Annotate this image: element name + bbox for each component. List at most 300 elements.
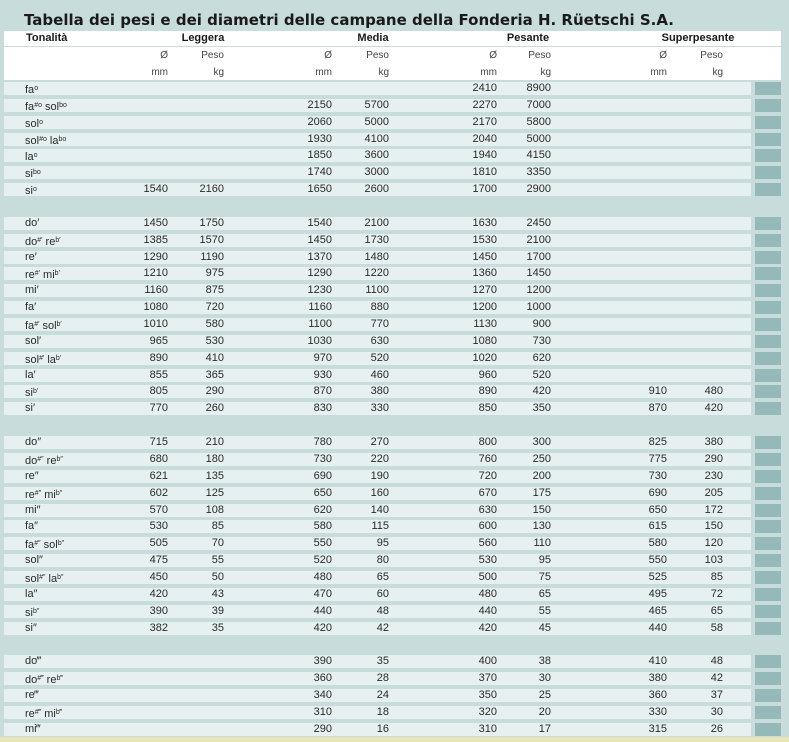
diameter-value: 620	[313, 504, 332, 516]
row-side-marker	[755, 251, 781, 264]
weight-value: 55	[538, 605, 551, 617]
row-side-marker	[755, 537, 781, 550]
diameter-value: 805	[149, 385, 168, 397]
note-accidental: bo	[58, 136, 67, 143]
weight-value: 1730	[364, 234, 389, 246]
note-text: do′	[25, 217, 40, 229]
row-side-marker	[755, 183, 781, 196]
note-accidental: b‴	[56, 675, 63, 682]
diameter-value: 310	[313, 706, 332, 718]
row-side-marker	[755, 622, 781, 635]
diameter-value: 1360	[472, 267, 497, 279]
diameter-value: 1940	[472, 149, 497, 161]
weight-value: 65	[538, 588, 551, 600]
diameter-symbol: Ø	[160, 50, 168, 61]
note-name	[25, 654, 145, 669]
weight-value: 108	[205, 504, 224, 516]
note-accidental: b″	[32, 608, 40, 615]
note-text: si″	[25, 622, 37, 634]
note-accidental: b′	[56, 321, 62, 328]
row-side-marker	[755, 99, 781, 112]
note-text: sol	[25, 118, 40, 130]
diameter-value: 1020	[472, 352, 497, 364]
category-header-superpesante: Superpesante	[661, 32, 735, 44]
weight-value: 72	[710, 588, 723, 600]
diameter-symbol: Ø	[659, 50, 667, 61]
weight-value: 220	[370, 453, 389, 465]
diameter-value: 465	[648, 605, 667, 617]
weight-value: 975	[205, 267, 224, 279]
note-accidental: #′	[34, 270, 40, 277]
note-text: do	[25, 455, 38, 467]
diameter-value: 530	[149, 520, 168, 532]
row-side-marker	[755, 554, 781, 567]
weight-label: Peso	[528, 50, 551, 61]
diameter-value: 420	[478, 622, 497, 634]
note-name	[25, 300, 145, 315]
weight-value: 2450	[526, 217, 551, 229]
note-name	[25, 165, 145, 182]
diameter-value: 320	[478, 706, 497, 718]
diameter-value: 825	[648, 436, 667, 448]
row-side-marker	[755, 234, 781, 247]
weight-value: 8900	[526, 82, 551, 94]
row-side-marker	[755, 369, 781, 382]
note-accidental: b″	[57, 574, 64, 581]
row-side-marker	[755, 82, 781, 95]
note-accidental: o	[34, 85, 39, 92]
diameter-value: 350	[478, 689, 497, 701]
diameter-value: 1080	[143, 301, 168, 313]
diameter-value: 930	[313, 369, 332, 381]
diameter-value: 480	[478, 588, 497, 600]
note-accidental: b′	[54, 270, 60, 277]
weight-unit: kg	[378, 67, 389, 78]
diameter-value: 970	[313, 352, 332, 364]
note-accidental: o	[33, 152, 38, 159]
note-text: re	[43, 455, 57, 467]
note-name	[25, 115, 145, 132]
weight-value: 730	[532, 335, 551, 347]
row-side-marker	[755, 133, 781, 146]
diameter-value: 410	[648, 655, 667, 667]
diameter-value: 1700	[472, 183, 497, 195]
diameter-unit: mm	[315, 67, 332, 78]
weight-value: 25	[538, 689, 551, 701]
note-text: sol	[39, 320, 57, 332]
category-header-pesante: Pesante	[506, 32, 550, 44]
diameter-value: 1450	[143, 217, 168, 229]
row-side-marker	[755, 588, 781, 601]
weight-value: 380	[704, 436, 723, 448]
note-name	[25, 621, 145, 636]
weight-value: 58	[710, 622, 723, 634]
weight-value: 42	[710, 672, 723, 684]
weight-value: 35	[211, 622, 224, 634]
diameter-value: 1230	[307, 284, 332, 296]
note-name	[25, 81, 145, 98]
diameter-value: 390	[313, 655, 332, 667]
weight-value: 770	[370, 318, 389, 330]
diameter-value: 360	[313, 672, 332, 684]
weight-value: 410	[205, 352, 224, 364]
note-text: la	[46, 135, 59, 147]
row-side-marker	[755, 402, 781, 415]
weight-value: 24	[376, 689, 389, 701]
row-side-marker	[755, 689, 781, 702]
row-side-marker	[755, 335, 781, 348]
diameter-value: 1100	[308, 318, 332, 330]
diameter-value: 1200	[472, 301, 497, 313]
note-name	[25, 722, 145, 737]
diameter-value: 1270	[472, 284, 497, 296]
diameter-value: 602	[149, 487, 168, 499]
note-name	[25, 604, 145, 621]
diameter-value: 775	[648, 453, 667, 465]
weight-value: 420	[704, 402, 723, 414]
diameter-value: 550	[313, 537, 332, 549]
diameter-value: 1650	[307, 183, 332, 195]
diameter-value: 870	[313, 385, 332, 397]
weight-value: 95	[376, 537, 389, 549]
weight-value: 365	[205, 369, 224, 381]
note-text: mi‴	[25, 723, 41, 735]
weight-value: 20	[538, 706, 551, 718]
diameter-value: 340	[313, 689, 332, 701]
weight-value: 2600	[364, 183, 389, 195]
weight-value: 5000	[364, 116, 389, 128]
weight-value: 75	[538, 571, 551, 583]
row-side-marker	[755, 166, 781, 179]
diameter-value: 730	[313, 453, 332, 465]
diameter-value: 615	[648, 520, 667, 532]
weight-value: 103	[704, 554, 723, 566]
diameter-value: 690	[648, 487, 667, 499]
weight-value: 55	[211, 554, 224, 566]
diameter-value: 600	[478, 520, 497, 532]
diameter-value: 560	[478, 537, 497, 549]
note-name	[25, 519, 145, 534]
diameter-value: 910	[648, 385, 667, 397]
diameter-value: 1850	[307, 149, 332, 161]
note-text: fa	[25, 101, 35, 113]
note-text: re	[43, 674, 57, 686]
diameter-value: 1540	[307, 217, 332, 229]
weight-value: 1220	[364, 267, 389, 279]
note-text: fa	[25, 84, 35, 96]
diameter-value: 960	[478, 369, 497, 381]
note-accidental: bo	[32, 169, 41, 176]
diameter-value: 440	[648, 622, 667, 634]
weight-value: 39	[211, 605, 224, 617]
note-text: sol	[40, 539, 58, 551]
weight-value: 230	[704, 470, 723, 482]
diameter-value: 621	[149, 470, 168, 482]
weight-value: 50	[211, 571, 224, 583]
weight-value: 460	[370, 369, 389, 381]
row-side-marker	[755, 453, 781, 466]
diameter-value: 1530	[472, 234, 497, 246]
note-name	[25, 503, 145, 518]
diameter-value: 630	[478, 504, 497, 516]
diameter-value: 520	[313, 554, 332, 566]
weight-value: 205	[704, 487, 723, 499]
weight-value: 1100	[365, 284, 389, 296]
diameter-value: 1385	[143, 234, 168, 246]
diameter-unit: mm	[151, 67, 168, 78]
weight-value: 60	[376, 588, 389, 600]
note-text: sol	[25, 354, 40, 366]
note-accidental: #′	[34, 321, 40, 328]
row-side-marker	[755, 723, 781, 736]
row-side-marker	[755, 217, 781, 230]
weight-value: 110	[533, 537, 551, 549]
diameter-value: 1540	[143, 183, 168, 195]
weight-value: 18	[376, 706, 389, 718]
row-side-marker	[755, 672, 781, 685]
diameter-value: 870	[648, 402, 667, 414]
weight-value: 270	[370, 436, 389, 448]
note-accidental: b‴	[55, 709, 63, 716]
note-text: re	[25, 708, 35, 720]
note-text: re	[25, 269, 35, 281]
weight-value: 880	[370, 301, 389, 313]
weight-value: 2160	[199, 183, 224, 195]
diameter-unit: mm	[480, 67, 497, 78]
weight-value: 70	[211, 537, 224, 549]
diameter-value: 730	[648, 470, 667, 482]
weight-value: 350	[532, 402, 551, 414]
note-accidental: o	[39, 119, 43, 126]
note-accidental: #″	[34, 490, 42, 497]
row-side-marker	[755, 487, 781, 500]
diameter-value: 390	[149, 605, 168, 617]
weight-value: 30	[710, 706, 723, 718]
note-name	[25, 536, 145, 553]
note-name	[25, 368, 145, 383]
diameter-value: 2040	[472, 133, 497, 145]
diameter-value: 2150	[307, 99, 332, 111]
note-name	[25, 266, 145, 283]
weight-label: Peso	[366, 50, 389, 61]
weight-value: 28	[376, 672, 389, 684]
note-accidental: b″	[55, 490, 63, 497]
note-name	[25, 317, 145, 334]
weight-value: 85	[710, 571, 723, 583]
note-accidental: #′	[39, 355, 45, 362]
weight-value: 210	[205, 436, 224, 448]
note-accidental: #″	[37, 456, 44, 463]
diameter-value: 580	[648, 537, 667, 549]
note-name	[25, 688, 145, 703]
diameter-value: 1290	[143, 251, 168, 263]
weight-value: 290	[704, 453, 723, 465]
weight-value: 3000	[364, 166, 389, 178]
note-text: fa″	[25, 520, 39, 532]
weight-value: 150	[704, 520, 723, 532]
weight-value: 65	[376, 571, 389, 583]
note-text: fa′	[25, 301, 37, 313]
weight-value: 7000	[526, 99, 551, 111]
note-name	[25, 705, 145, 722]
row-side-marker	[755, 571, 781, 584]
diameter-value: 850	[478, 402, 497, 414]
diameter-value: 310	[478, 723, 497, 735]
weight-value: 1200	[526, 284, 551, 296]
note-text: mi″	[25, 504, 41, 516]
weight-unit: kg	[712, 67, 723, 78]
note-text: si	[25, 607, 33, 619]
note-text: re‴	[25, 689, 39, 701]
diameter-value: 890	[478, 385, 497, 397]
note-text: sol	[25, 573, 40, 585]
weight-value: 530	[205, 335, 224, 347]
weight-value: 4150	[526, 149, 551, 161]
row-side-marker	[755, 385, 781, 398]
note-text: mi	[41, 489, 56, 501]
note-accidental: b″	[57, 540, 65, 547]
diameter-unit: mm	[650, 67, 667, 78]
note-text: la′	[25, 369, 36, 381]
note-name	[25, 351, 145, 368]
diameter-value: 2060	[307, 116, 332, 128]
weight-value: 1480	[364, 251, 389, 263]
weight-value: 380	[370, 385, 389, 397]
note-accidental: #″	[34, 540, 41, 547]
note-text: la	[45, 573, 58, 585]
diameter-value: 440	[313, 605, 332, 617]
weight-value: 580	[205, 318, 224, 330]
weight-value: 48	[376, 605, 389, 617]
note-name	[25, 148, 145, 165]
row-side-marker	[755, 520, 781, 533]
weight-value: 120	[704, 537, 723, 549]
note-name	[25, 587, 145, 602]
note-text: si	[25, 387, 33, 399]
note-name	[25, 486, 145, 503]
note-text: mi	[40, 269, 55, 281]
diameter-value: 420	[149, 588, 168, 600]
note-accidental: #‴	[37, 675, 44, 682]
weight-value: 5700	[364, 99, 389, 111]
row-side-marker	[755, 436, 781, 449]
note-name	[25, 553, 145, 568]
weight-value: 1190	[200, 251, 224, 263]
diameter-value: 855	[149, 369, 168, 381]
note-text: do‴	[25, 655, 42, 667]
diameter-value: 650	[313, 487, 332, 499]
diameter-value: 780	[313, 436, 332, 448]
diameter-value: 382	[149, 622, 168, 634]
diameter-value: 1450	[472, 251, 497, 263]
note-name	[25, 570, 145, 587]
note-text: sol	[41, 101, 60, 113]
diameter-value: 965	[149, 335, 168, 347]
category-header-leggera: Leggera	[181, 32, 225, 44]
weight-value: 4100	[364, 133, 389, 145]
diameter-value: 290	[313, 723, 332, 735]
weight-value: 65	[710, 605, 723, 617]
diameter-value: 480	[313, 571, 332, 583]
diameter-value: 505	[149, 537, 168, 549]
weight-value: 300	[532, 436, 551, 448]
diameter-value: 360	[648, 689, 667, 701]
weight-value: 3600	[364, 149, 389, 161]
note-accidental: b′	[32, 388, 39, 395]
weight-value: 250	[532, 453, 551, 465]
diameter-value: 650	[648, 504, 667, 516]
note-accidental: #o	[39, 136, 47, 143]
note-text: si	[25, 185, 33, 197]
row-side-marker	[755, 284, 781, 297]
weight-value: 30	[538, 672, 551, 684]
row-side-marker	[755, 470, 781, 483]
note-text: sol	[25, 135, 40, 147]
diameter-value: 1010	[143, 318, 168, 330]
diameter-value: 830	[313, 402, 332, 414]
weight-value: 1000	[526, 301, 551, 313]
note-accidental: #″	[39, 574, 46, 581]
note-name	[25, 334, 145, 349]
diameter-value: 800	[478, 436, 497, 448]
note-accidental: #‴	[34, 709, 42, 716]
weight-value: 520	[532, 369, 551, 381]
weight-value: 26	[710, 723, 723, 735]
weight-value: 1450	[526, 267, 551, 279]
note-name	[25, 401, 145, 416]
row-side-marker	[755, 318, 781, 331]
weight-value: 48	[710, 655, 723, 667]
weight-label: Peso	[700, 50, 723, 61]
diameter-value: 2410	[472, 82, 497, 94]
diameter-value: 680	[149, 453, 168, 465]
weight-value: 125	[205, 487, 224, 499]
diameter-value: 1030	[307, 335, 332, 347]
note-accidental: #′	[37, 237, 43, 244]
note-name	[25, 98, 145, 115]
diameter-value: 530	[478, 554, 497, 566]
note-text: sol′	[25, 335, 42, 347]
diameter-value: 330	[648, 706, 667, 718]
weight-value: 80	[376, 554, 389, 566]
diameter-value: 1160	[308, 301, 332, 313]
diameter-value: 500	[478, 571, 497, 583]
page-title: Tabella dei pesi e dei diametri delle campane della Fonderia H. Rüetschi S.A.	[24, 11, 674, 29]
diameter-value: 715	[149, 436, 168, 448]
note-text: re′	[25, 251, 37, 263]
weight-value: 140	[370, 504, 389, 516]
weight-value: 900	[532, 318, 551, 330]
note-name	[25, 233, 145, 250]
diameter-value: 770	[149, 402, 168, 414]
weight-value: 130	[532, 520, 551, 532]
weight-value: 2100	[364, 217, 389, 229]
diameter-value: 720	[478, 470, 497, 482]
row-side-marker	[755, 605, 781, 618]
diameter-value: 525	[648, 571, 667, 583]
note-name	[25, 216, 145, 231]
weight-unit: kg	[540, 67, 551, 78]
diameter-value: 580	[313, 520, 332, 532]
note-name	[25, 671, 145, 688]
diameter-value: 1290	[307, 267, 332, 279]
weight-value: 480	[704, 385, 723, 397]
diameter-value: 475	[149, 554, 168, 566]
diameter-value: 315	[648, 723, 667, 735]
note-text: mi	[41, 708, 56, 720]
note-text: re″	[25, 470, 39, 482]
note-text: do″	[25, 436, 42, 448]
